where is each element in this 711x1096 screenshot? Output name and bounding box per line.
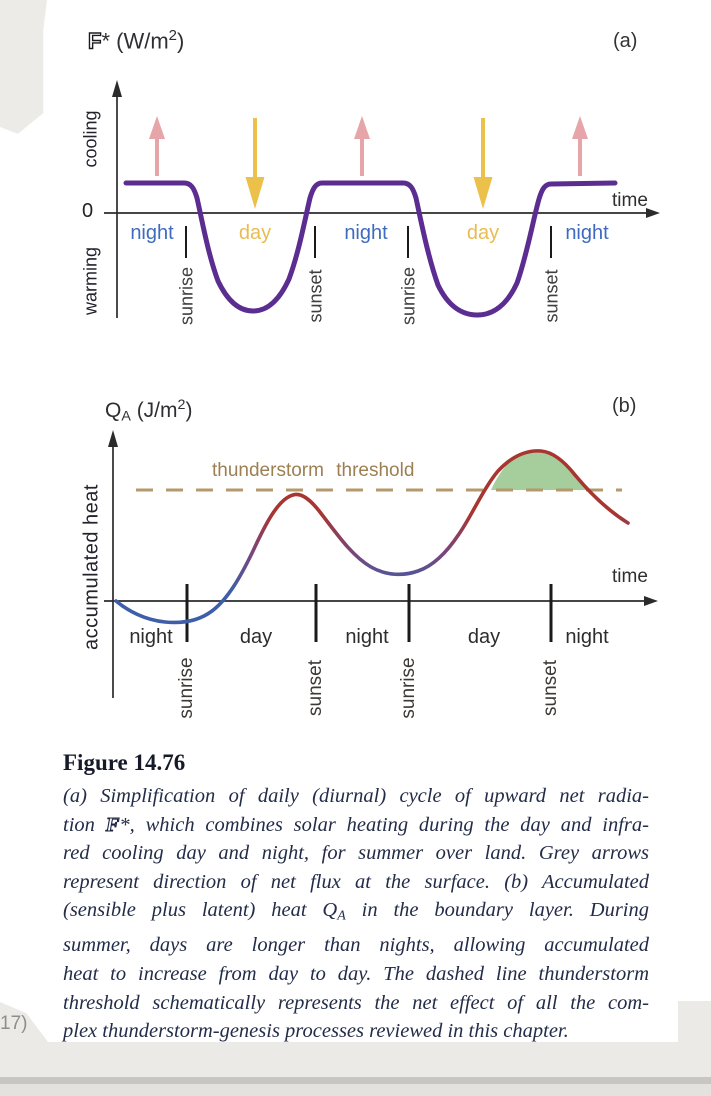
sunrise-tick-label: sunrise <box>176 266 197 326</box>
x-axis-arrowhead-icon <box>646 208 660 218</box>
period-label-night: night <box>129 626 173 648</box>
panel-a-time-label: time <box>612 190 648 211</box>
period-label-night: night <box>130 222 174 244</box>
sunset-tick-label: sunset <box>305 269 326 323</box>
sunset-tick-label: sunset <box>541 269 562 323</box>
double-struck-F: F <box>88 28 102 54</box>
y-axis-arrowhead-icon <box>108 430 118 447</box>
panel-b-y-axis-title: QA $(J/m^2)$ <box>105 397 193 425</box>
period-label-day: day <box>238 222 272 244</box>
period-label-day: day <box>239 626 273 648</box>
accumulated-heat-axis-label: accumulated heat <box>80 484 103 650</box>
period-label-day: day <box>466 222 500 244</box>
caption-line: (sensible plus latent) heat QA in the boundary layer. During <box>63 899 649 924</box>
caption-line: tion F*, which combines solar heating during the day and infra- <box>63 813 649 836</box>
caption-line: represent direction of net flux at the surface. (b) Accumulated <box>63 870 649 893</box>
caption-line: (a) Simplification of daily (diurnal) cycle of upward net radia- <box>63 785 649 807</box>
subscript-A: A <box>337 908 346 924</box>
period-label-night: night <box>345 626 389 648</box>
period-label-night: night <box>344 222 388 244</box>
up-flux-arrow-icon <box>149 116 165 139</box>
panel-b-time-label: time <box>612 566 648 587</box>
period-label-night: night <box>565 222 609 244</box>
zero-label: 0 <box>82 200 94 222</box>
caption-line: summer, days are longer than nights, allowing accumulated <box>63 934 649 957</box>
caption-line: red cooling day and night, for summer over land. Grey arrows <box>63 842 649 865</box>
panel-b-label: (b) <box>612 395 637 417</box>
period-label-night: night <box>565 626 609 648</box>
sunrise-tick-label: sunrise <box>398 266 419 326</box>
page-margin-bottom-right <box>678 1001 711 1042</box>
period-label-day: day <box>467 626 501 648</box>
cooling-label: cooling <box>80 110 101 168</box>
down-flux-arrow-icon <box>474 177 493 209</box>
page-edge-shadow <box>0 1077 711 1084</box>
caption-heading: Figure 14.76 <box>63 750 186 775</box>
caption-line: threshold schematically represents the net effect of all the com- <box>63 991 649 1014</box>
y-axis-arrowhead-icon <box>112 80 122 97</box>
panel-a-y-axis-title: F* $(W/m^2)$ <box>88 27 185 54</box>
page-number-fragment: 17) <box>0 1013 28 1034</box>
caption-line: plex thunderstorm-genesis processes reviewed in this chapter. <box>63 1020 569 1043</box>
sunset-tick-label: sunset <box>305 660 326 716</box>
panel-a-figure <box>0 0 711 365</box>
page-margin-bottom-lower <box>0 1084 711 1096</box>
sunrise-tick-label: sunrise <box>398 657 419 719</box>
up-flux-arrow-icon <box>354 116 370 139</box>
double-struck-F: F <box>105 813 120 836</box>
figure-caption <box>63 750 649 1046</box>
sunset-tick-label: sunset <box>540 660 561 716</box>
sunrise-tick-label: sunrise <box>176 657 197 719</box>
caption-line: heat to increase from day to day. The dashed line thunderstorm <box>63 963 649 986</box>
panel-a-label: (a) <box>613 30 638 52</box>
thunderstorm-threshold-label: thunderstorm threshold <box>212 460 415 481</box>
down-flux-arrow-icon <box>246 177 265 209</box>
up-flux-arrow-icon <box>572 116 588 139</box>
warming-label: warming <box>80 246 101 316</box>
x-axis-arrowhead-icon <box>644 596 658 606</box>
